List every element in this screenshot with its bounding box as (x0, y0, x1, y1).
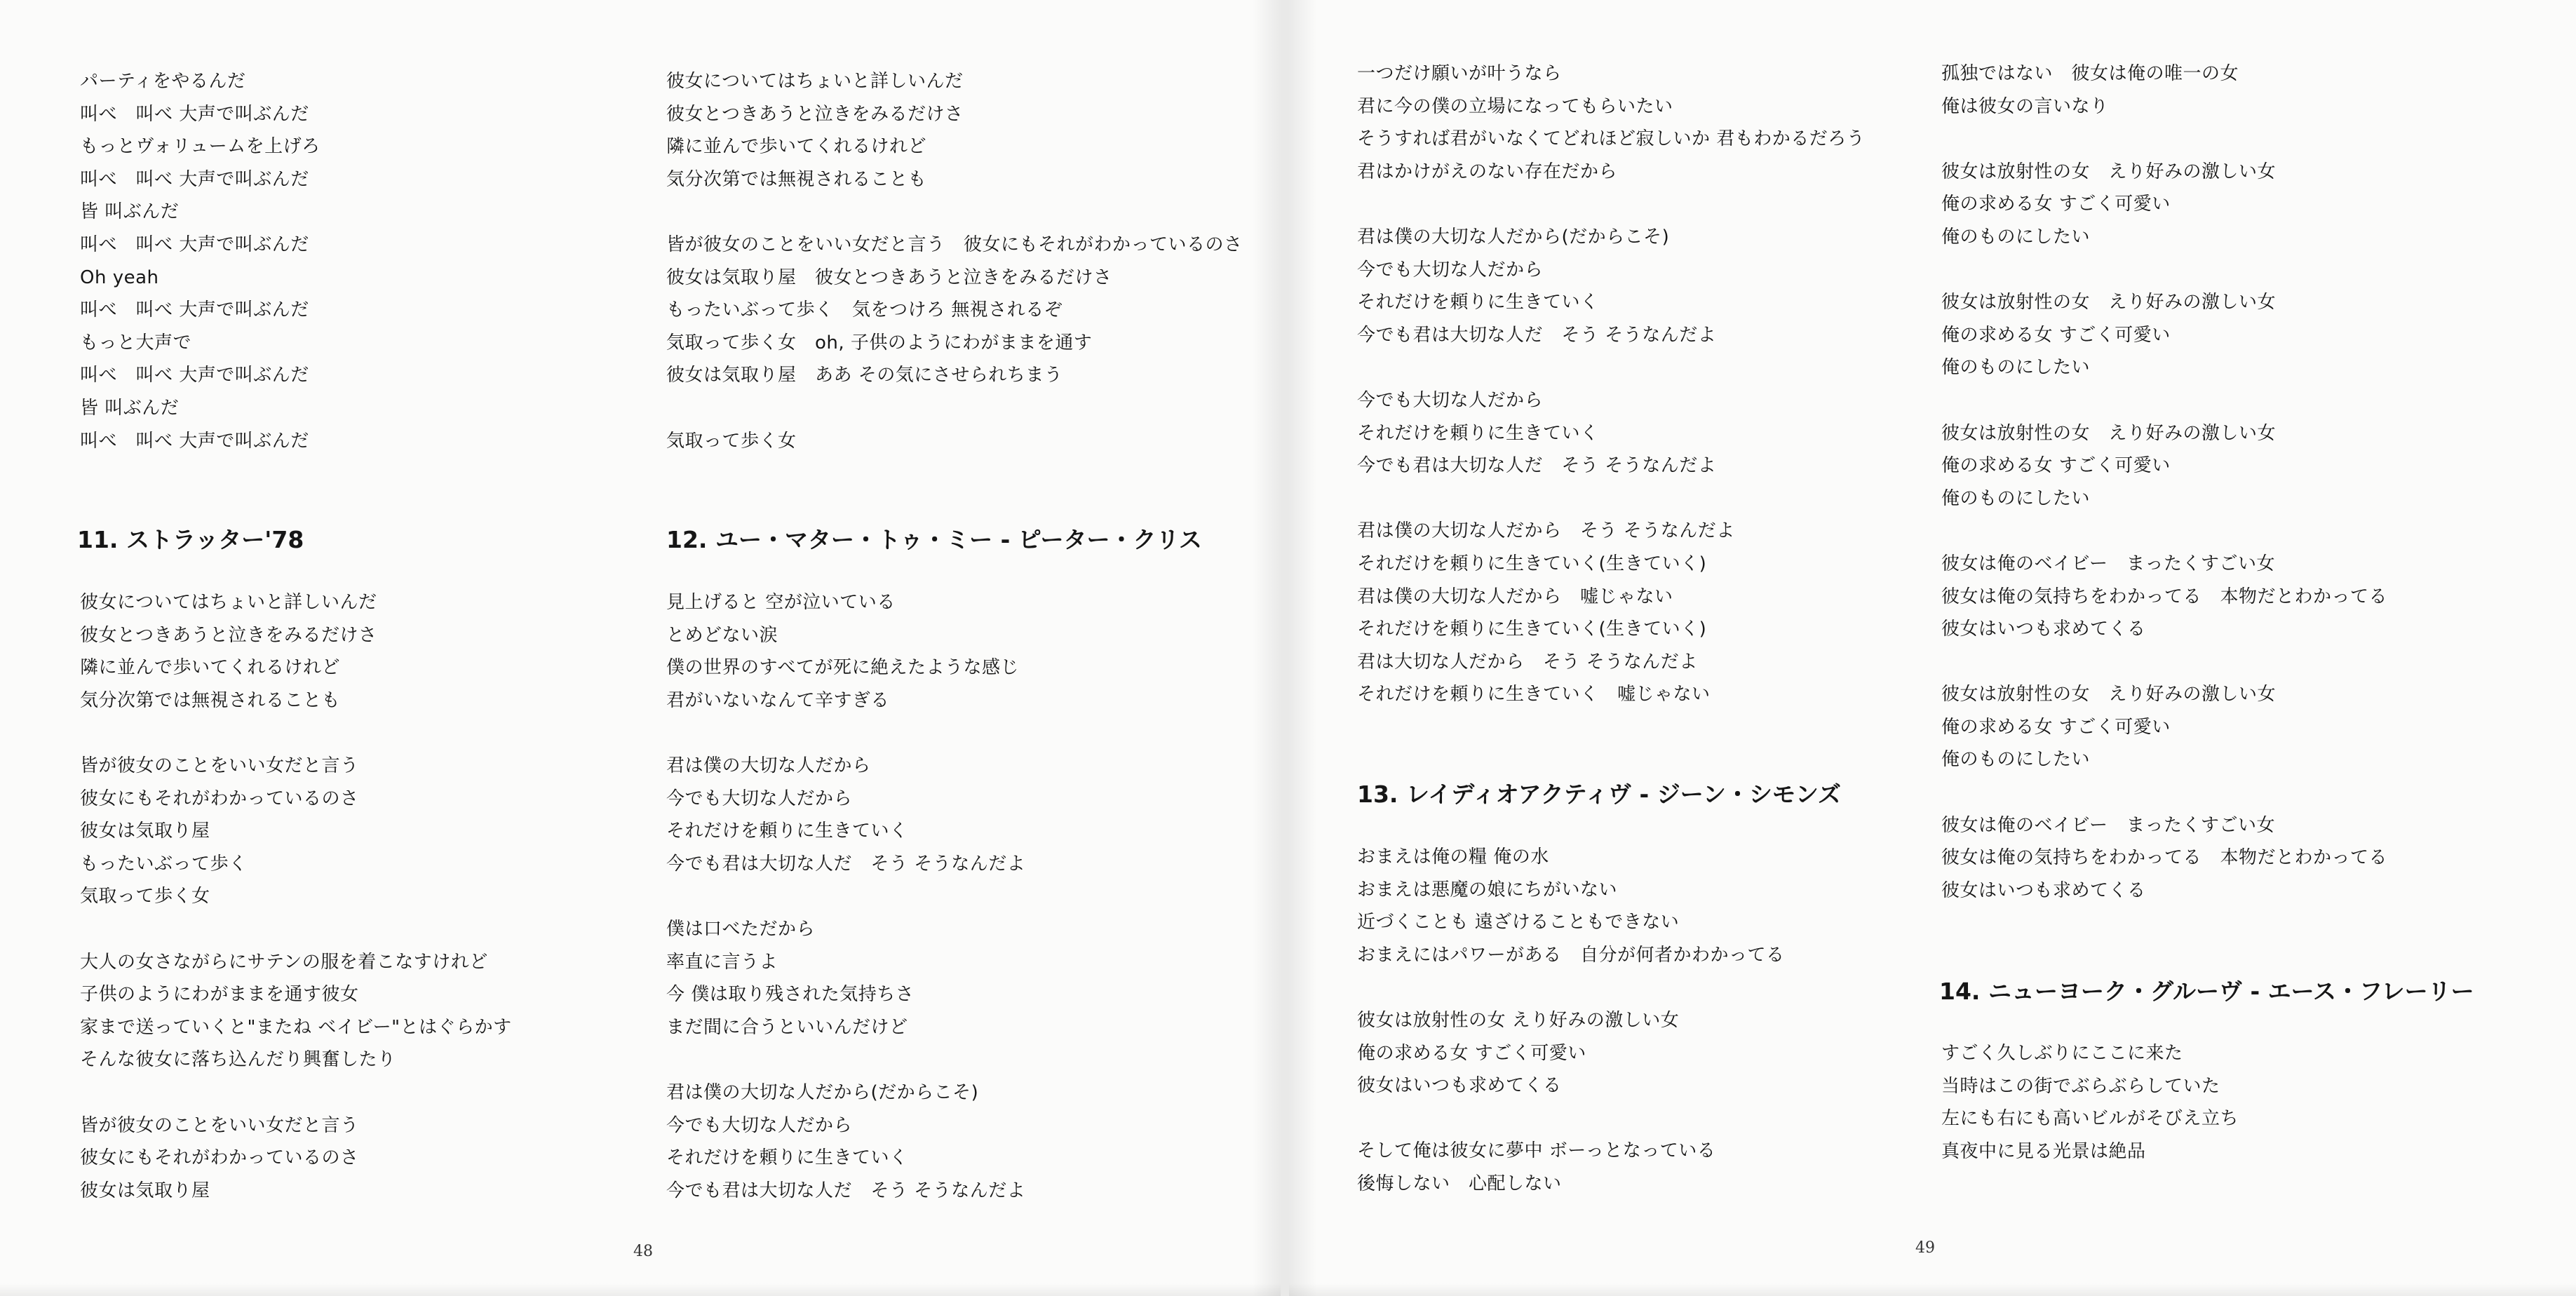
stanza-break (1357, 971, 1785, 1004)
stanza-break (1357, 188, 1865, 221)
stanza-break (666, 392, 1243, 425)
gutter-shadow (1253, 0, 1281, 1296)
lyric-line: 叫べ 叫べ 大声で叫ぶんだ (80, 234, 309, 255)
lyric-line: 君はかけがえのない存在だから (1357, 161, 1618, 182)
stanza-break (1941, 515, 2387, 548)
stanza-break (1941, 776, 2387, 809)
lyric-line: 大人の女さながらにサテンの服を着こなすけれど (80, 951, 488, 973)
stanza-break (1357, 1102, 1785, 1135)
lyric-line: 隣に並んで歩いてくれるけれど (666, 136, 927, 158)
lyric-line: 当時はこの街でぶらぶらしていた (1941, 1075, 2220, 1097)
lyric-line: 皆 叫ぶんだ (80, 201, 180, 223)
lyric-line: 俺のものにしたい (1941, 357, 2091, 379)
page-edge-shadow (0, 1283, 1281, 1296)
lyric-line: 子供のようにわがままを通す彼女 (80, 984, 359, 1006)
lyric-line: 彼女は俺のベイビー まったくすごい女 (1941, 553, 2275, 574)
lyric-line: 俺の求める女 すごく可愛い (1941, 194, 2171, 215)
lyric-line: 僕は口べただから (666, 918, 816, 940)
lyric-line: 気取って歩く女 oh, 子供のようにわがままを通す (666, 332, 1093, 353)
lyric-line: それだけを頼りに生きていく (1357, 292, 1599, 313)
lyric-line: おまえにはパワーがある 自分が何者かわかってる (1357, 944, 1785, 966)
lyric-line: 気分次第では無視されることも (666, 168, 927, 190)
lyric-line: 左にも右にも高いビルがそびえ立ち (1941, 1108, 2239, 1130)
lyric-line: 彼女にもそれがわかっているのさ (80, 788, 359, 809)
lyric-line: 彼女とつきあうと泣きをみるだけさ (80, 624, 377, 646)
stanza-break (1941, 254, 2387, 287)
stanza-break (666, 880, 1025, 913)
lyric-line: 彼女は俺の気持ちをわかってる 本物だとわかってる (1941, 847, 2388, 869)
lyrics-block (666, 586, 1025, 1207)
lyric-line: 今でも君は大切な人だ そう そうなんだよ (666, 853, 1026, 875)
lyric-line: 彼女とつきあうと泣きをみるだけさ (666, 103, 964, 125)
lyric-line: 彼女はいつも求めてくる (1941, 879, 2146, 901)
lyric-line: 今でも大切な人だから (1357, 389, 1544, 411)
lyric-line: 今でも大切な人だから (666, 788, 853, 809)
lyrics-block (1357, 58, 1865, 711)
lyric-line: とめどない涙 (666, 624, 778, 646)
lyric-line: 彼女はいつも求めてくる (1941, 619, 2146, 640)
lyric-line: 気取って歩く女 (80, 886, 210, 907)
stanza-break (1941, 123, 2387, 156)
stanza-break (1357, 351, 1865, 384)
lyric-line: 彼女は俺のベイビー まったくすごい女 (1941, 814, 2275, 836)
lyrics-block (80, 65, 321, 457)
lyric-line: 今でも君は大切な人だ そう そうなんだよ (1357, 324, 1717, 346)
lyric-line: Oh yeah (80, 266, 159, 288)
lyric-line: 叫べ 叫べ 大声で叫ぶんだ (80, 299, 309, 321)
lyric-line: 君に今の僕の立場になってもらいたい (1357, 95, 1673, 117)
lyric-line: 叫べ 叫べ 大声で叫ぶんだ (80, 168, 309, 190)
lyric-line: 彼女は俺の気持ちをわかってる 本物だとわかってる (1941, 586, 2388, 607)
lyric-line: それだけを頼りに生きていく(生きていく) (1357, 553, 1707, 574)
lyric-line: もったいぶって歩く 気をつけろ 無視されるぞ (666, 299, 1063, 321)
lyric-line: 叫べ 叫べ 大声で叫ぶんだ (80, 365, 309, 386)
lyric-line: 彼女は気取り屋 ああ その気にさせられちまう (666, 365, 1063, 386)
lyric-line: パーティをやるんだ (80, 71, 246, 92)
lyrics-block (666, 65, 1243, 457)
lyric-line: それだけを頼りに生きていく (1357, 422, 1599, 444)
stanza-break (1941, 646, 2387, 679)
lyrics-block (1941, 1037, 2239, 1168)
lyric-line: 皆 叫ぶんだ (80, 397, 180, 419)
lyric-line: 叫べ 叫べ 大声で叫ぶんだ (80, 430, 309, 452)
lyric-line: それだけを頼りに生きていく 嘘じゃない (1357, 684, 1711, 706)
lyric-line: すごく久しぶりにここに来た (1941, 1043, 2183, 1064)
lyric-line: 叫べ 叫べ 大声で叫ぶんだ (80, 103, 309, 125)
lyric-line: まだ間に合うといいんだけど (666, 1016, 908, 1038)
lyric-line: 今 僕は取り残された気持ちさ (666, 984, 915, 1006)
stanza-break (1941, 384, 2387, 417)
lyric-line: 皆が彼女のことをいい女だと言う 彼女にもそれがわかっているのさ (666, 234, 1243, 255)
lyric-line: そして俺は彼女に夢中 ボーっとなっている (1357, 1140, 1716, 1162)
lyric-line: 俺のものにしたい (1941, 749, 2091, 771)
lyric-line: 君は僕の大切な人だから (666, 755, 871, 776)
lyric-line: 彼女は気取り屋 (80, 1180, 210, 1201)
lyric-line: 君は僕の大切な人だから 嘘じゃない (1357, 586, 1673, 607)
stanza-break (80, 913, 512, 946)
lyric-line: 君は大切な人だから そう そうなんだよ (1357, 651, 1698, 673)
lyric-line: 俺の求める女 すごく可愛い (1941, 716, 2171, 738)
stanza-break (80, 717, 512, 750)
lyric-line: 彼女は放射性の女 えり好みの激しい女 (1941, 161, 2277, 182)
left-page (0, 0, 1281, 1296)
lyric-line: 率直に言うよ (666, 951, 778, 973)
lyric-line: 俺の求める女 すごく可愛い (1941, 455, 2171, 477)
lyric-line: 彼女についてはちょいと詳しいんだ (80, 592, 377, 613)
lyric-line: 今でも大切な人だから (666, 1114, 853, 1136)
page-number: 49 (1915, 1239, 1935, 1257)
stanza-break (80, 1076, 512, 1109)
lyric-line: 今でも君は大切な人だ そう そうなんだよ (1357, 455, 1717, 477)
song-heading-14: 14. ニューヨーク・グルーヴ - エース・フレーリー (1939, 978, 2474, 1005)
lyrics-block (1941, 58, 2387, 907)
lyric-line: 今でも君は大切な人だ そう そうなんだよ (666, 1180, 1026, 1201)
lyric-line: もったいぶって歩く (80, 853, 248, 875)
song-heading-13: 13. レイディオアクティヴ - ジーン・シモンズ (1357, 781, 1842, 808)
lyric-line: そうすれば君がいなくてどれほど寂しいか 君もわかるだろう (1357, 128, 1866, 150)
stanza-break (666, 1044, 1025, 1076)
lyric-line: そんな彼女に落ち込んだり興奮したり (80, 1049, 396, 1071)
lyric-line: それだけを頼りに生きていく (666, 821, 908, 842)
page-number: 48 (633, 1243, 653, 1260)
lyric-line: 今でも大切な人だから (1357, 259, 1544, 281)
lyric-line: 見上げると 空が泣いている (666, 592, 896, 613)
lyric-line: 近づくことも 遠ざけることもできない (1357, 912, 1680, 933)
lyrics-block (80, 586, 512, 1207)
stanza-break (666, 717, 1025, 750)
lyric-line: 彼女は放射性の女 えり好みの激しい女 (1357, 1009, 1680, 1031)
lyric-line: 後悔しない 心配しない (1357, 1173, 1562, 1194)
lyric-line: 僕の世界のすべてが死に絶えたような感じ (666, 657, 1019, 679)
lyric-line: 俺のものにしたい (1941, 487, 2091, 509)
lyric-line: 気分次第では無視されることも (80, 689, 341, 711)
lyric-line: 彼女は放射性の女 えり好みの激しい女 (1941, 684, 2277, 706)
lyrics-block (1357, 841, 1785, 1201)
song-heading-11: 11. ストラッター'78 (77, 526, 304, 553)
lyric-line: 皆が彼女のことをいい女だと言う (80, 1114, 359, 1136)
lyric-line: もっとヴォリュームを上げろ (80, 136, 321, 158)
lyric-line: 彼女は気取り屋 彼女とつきあうと泣きをみるだけさ (666, 266, 1112, 288)
lyric-line: おまえは悪魔の娘にちがいない (1357, 879, 1618, 900)
lyric-line: 彼女は放射性の女 えり好みの激しい女 (1941, 422, 2277, 444)
lyric-line: 君は僕の大切な人だから(だからこそ) (1357, 226, 1670, 248)
lyric-line: 一つだけ願いが叶うなら (1357, 63, 1562, 84)
gutter-shadow (1289, 0, 1317, 1296)
lyric-line: 孤独ではない 彼女は俺の唯一の女 (1941, 63, 2239, 84)
lyric-line: それだけを頼りに生きていく(生きていく) (1357, 619, 1707, 640)
lyric-line: 俺の求める女 すごく可愛い (1941, 324, 2171, 346)
lyric-line: 彼女にもそれがわかっているのさ (80, 1147, 359, 1169)
lyric-line: おまえは俺の糧 俺の水 (1357, 846, 1549, 868)
lyric-line: 気取って歩く女 (666, 430, 797, 452)
lyric-line: 君は僕の大切な人だから そう そうなんだよ (1357, 520, 1735, 542)
lyric-line: 彼女は放射性の女 えり好みの激しい女 (1941, 292, 2277, 313)
lyric-line: 君は僕の大切な人だから(だからこそ) (666, 1081, 979, 1103)
right-page (1289, 0, 2576, 1296)
lyric-line: 俺のものにしたい (1941, 226, 2091, 248)
lyric-line: 真夜中に見る光景は絶品 (1941, 1140, 2146, 1162)
lyric-line: 君がいないなんて辛すぎる (666, 689, 890, 711)
lyric-line: 彼女は気取り屋 (80, 821, 210, 842)
lyric-line: 彼女についてはちょいと詳しいんだ (666, 71, 964, 92)
song-heading-12: 12. ユー・マター・トゥ・ミー - ピーター・クリス (666, 526, 1202, 553)
lyric-line: 俺は彼女の言いなり (1941, 95, 2109, 117)
stanza-break (1357, 482, 1865, 515)
lyric-line: 彼女はいつも求めてくる (1357, 1075, 1562, 1097)
lyric-line: 隣に並んで歩いてくれるけれど (80, 657, 341, 679)
lyric-line: 俺の求める女 すごく可愛い (1357, 1042, 1586, 1064)
stanza-break (666, 196, 1243, 229)
lyric-line: もっと大声で (80, 332, 192, 353)
lyric-line: それだけを頼りに生きていく (666, 1147, 908, 1169)
lyric-line: 皆が彼女のことをいい女だと言う (80, 755, 359, 776)
page-edge-shadow (1289, 1283, 2576, 1296)
lyric-line: 家まで送っていくと"またね ベイビー"とはぐらかす (80, 1016, 512, 1038)
